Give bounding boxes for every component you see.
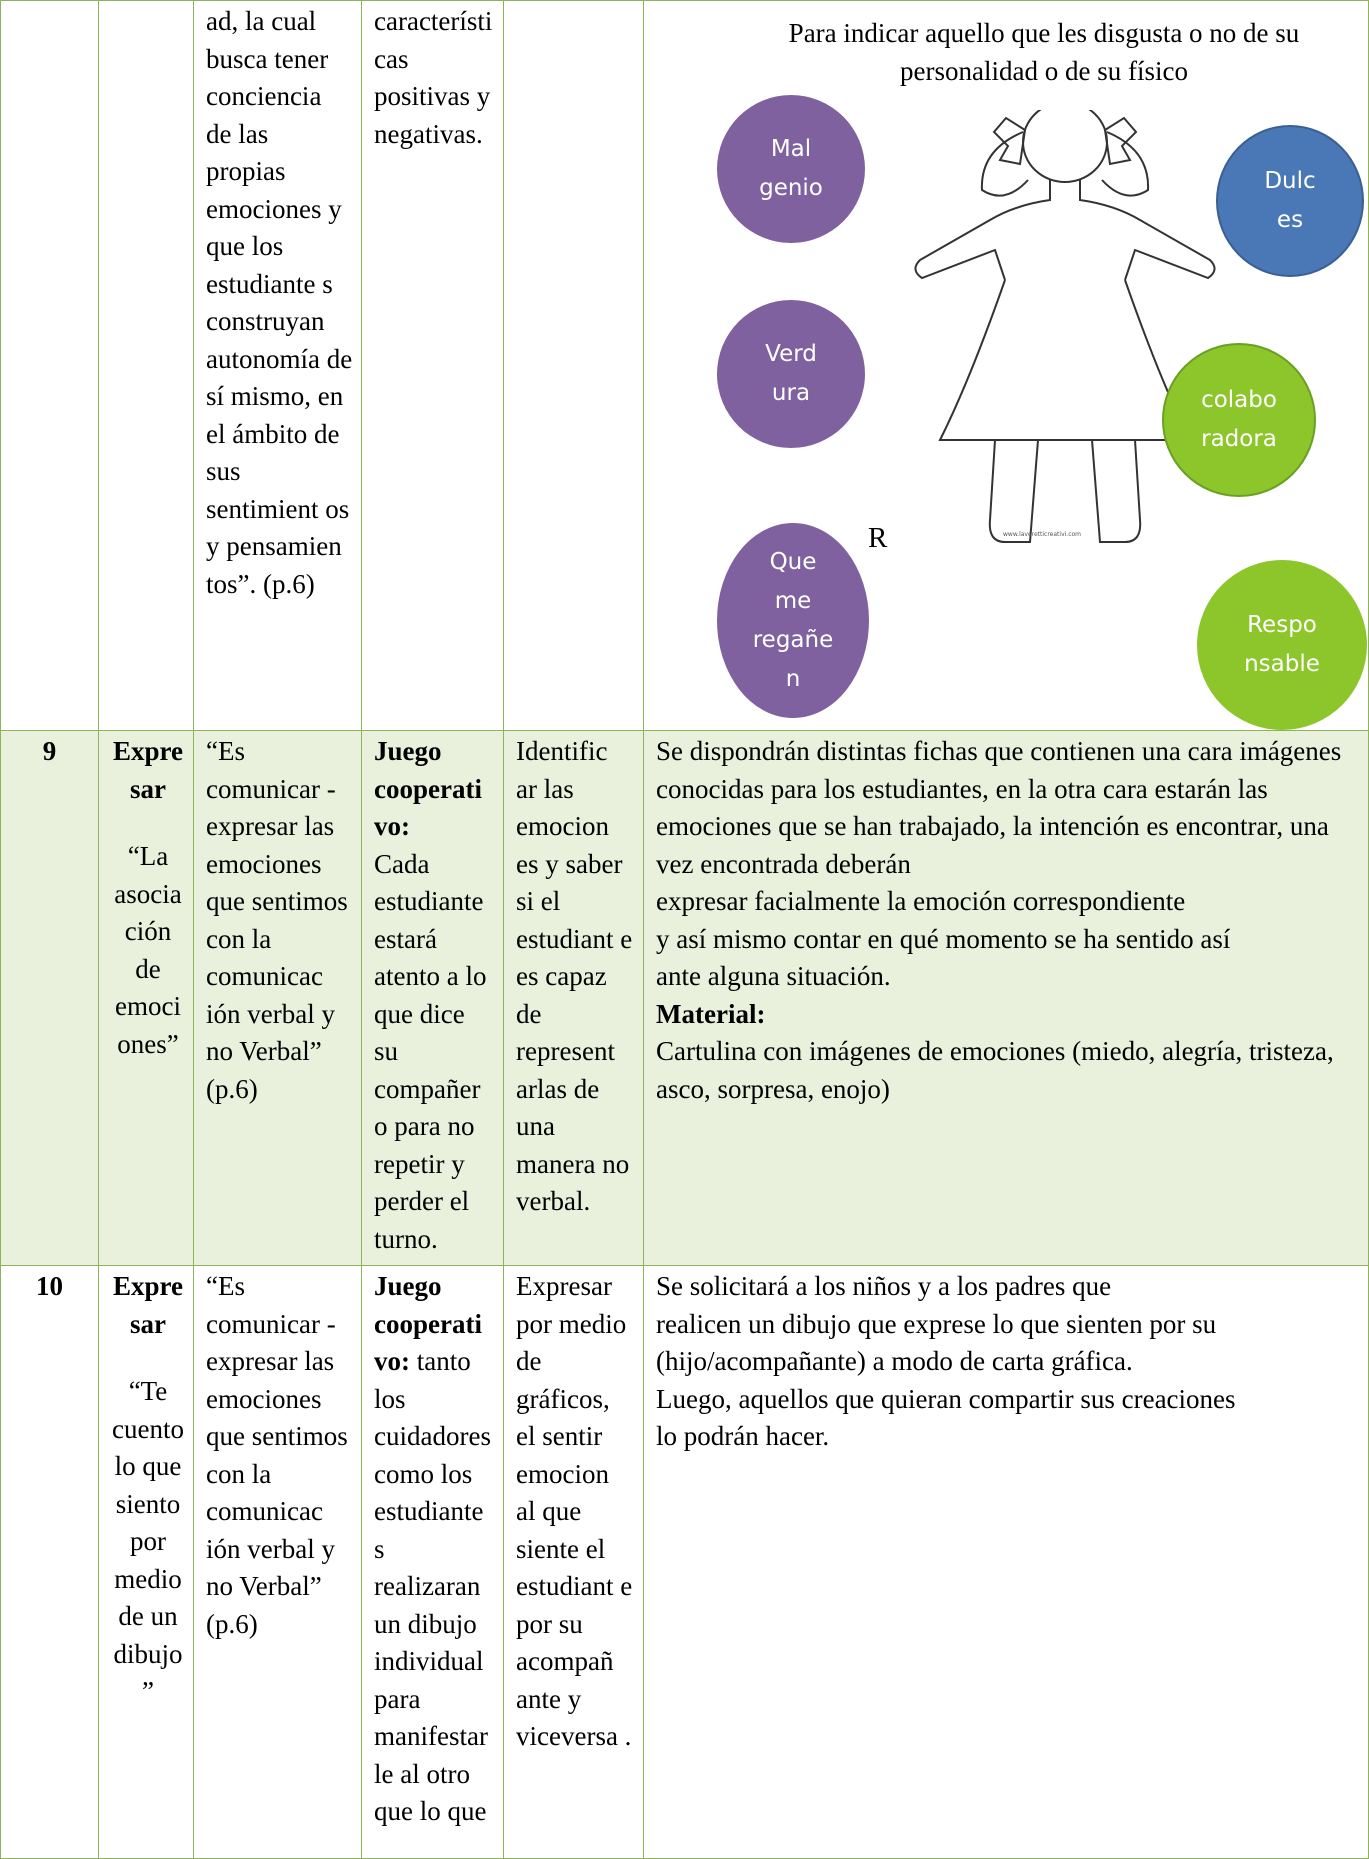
description-cell: Se solicitará a los niños y a los padres que realicen un dibujo que exprese lo que sienten por su (hijo/acompañante) a modo de carta gráfica. Luego, aquellos que quieran compartir sus creaciones lo podrán hacer. <box>644 1266 1369 1859</box>
strategy-text: característi cas positivas y negativas. <box>374 6 493 149</box>
strategy-label: Juego cooperati vo: <box>374 1271 482 1376</box>
activity-cell <box>99 1 194 731</box>
quote-cell: ad, la cual busca tener conciencia de las propias emociones y que los estudiante s construyan autonomía de sí mismo, en el ámbito de sus sentimient os y pensamien tos”. (p.6) <box>194 1 362 731</box>
bubble-dulces: Dulc es <box>1216 125 1364 277</box>
row-number <box>1 1 99 731</box>
bubble-colaboradora: colabo radora <box>1162 343 1316 497</box>
bubble-mal-genio: Mal genio <box>717 95 865 243</box>
bubble-responsable: Respo nsable <box>1197 560 1367 730</box>
activity-cell <box>99 1266 194 1859</box>
row-number: 10 <box>1 1266 99 1859</box>
objective-cell <box>504 1 644 731</box>
description-cell <box>644 731 1369 1266</box>
strategy-cell <box>362 1 504 731</box>
table-row <box>1 731 1369 1266</box>
objective-cell: Identific ar las emocion es y saber si el estudiant e es capaz de represent arlas de una manera no verbal. <box>504 731 644 1266</box>
table-row <box>1 1266 1369 1859</box>
description-text: Se dispondrán distintas fichas que contienen una cara imágenes conocidas para los estudiantes, en la otra cara estarán las emociones que se han trabajado, la intención es encontrar, una vez encontrada deberán expresar facialmente la emoción correspondiente y así mismo contar en qué momento se ha sentido así ante alguna situación. <box>656 736 1342 991</box>
strategy-label: Juego cooperati vo: <box>374 736 482 841</box>
watermark-text: www.lavoretticreativi.com <box>1003 531 1082 538</box>
row-number: 9 <box>1 731 99 1266</box>
quote-cell: “Es comunicar -expresar las emociones que sentimos con la comunicac ión verbal y no Verbal” (p.6) <box>194 731 362 1266</box>
activity-title: Expre sar <box>112 736 183 804</box>
strategy-text: tanto los cuidadores como los estudiante s realizaran un dibujo individual para manifestar le al otro que lo que <box>374 1346 491 1826</box>
material-text: Cartulina con imágenes de emociones (miedo, alegría, tristeza, asco, sorpresa, enojo) <box>656 1036 1334 1104</box>
resource-caption: Para indicar aquello que les disgusta o no de su personalidad o de su físico <box>788 18 1300 86</box>
material-label: Material: <box>656 998 766 1029</box>
strategy-cell <box>362 731 504 1266</box>
quote-cell: “Es comunicar -expresar las emociones que sentimos con la comunicac ión verbal y no Verbal” (p.6) <box>194 1266 362 1859</box>
stray-letter: R <box>868 522 888 554</box>
activity-name: “Te cuento lo que siento por medio de un dibujo ” <box>112 1376 184 1706</box>
activity-cell <box>99 731 194 1266</box>
strategy-text: Cada estudiante estará atento a lo que dice su compañer o para no repetir y perder el turno. <box>374 848 487 1254</box>
objective-cell: Expresar por medio de gráficos, el sentir emocion al que siente el estudiant e por su acompañ ante y viceversa . <box>504 1266 644 1859</box>
strategy-cell <box>362 1266 504 1859</box>
activity-name: “La asocia ción de emoci ones” <box>114 841 182 1059</box>
bubble-verdura: Verd ura <box>717 300 865 448</box>
bubble-que-me-reganen: Que me regañe n <box>717 523 869 718</box>
activity-title: Expre sar <box>112 1271 183 1339</box>
girl-outline-illustration <box>910 110 1220 550</box>
